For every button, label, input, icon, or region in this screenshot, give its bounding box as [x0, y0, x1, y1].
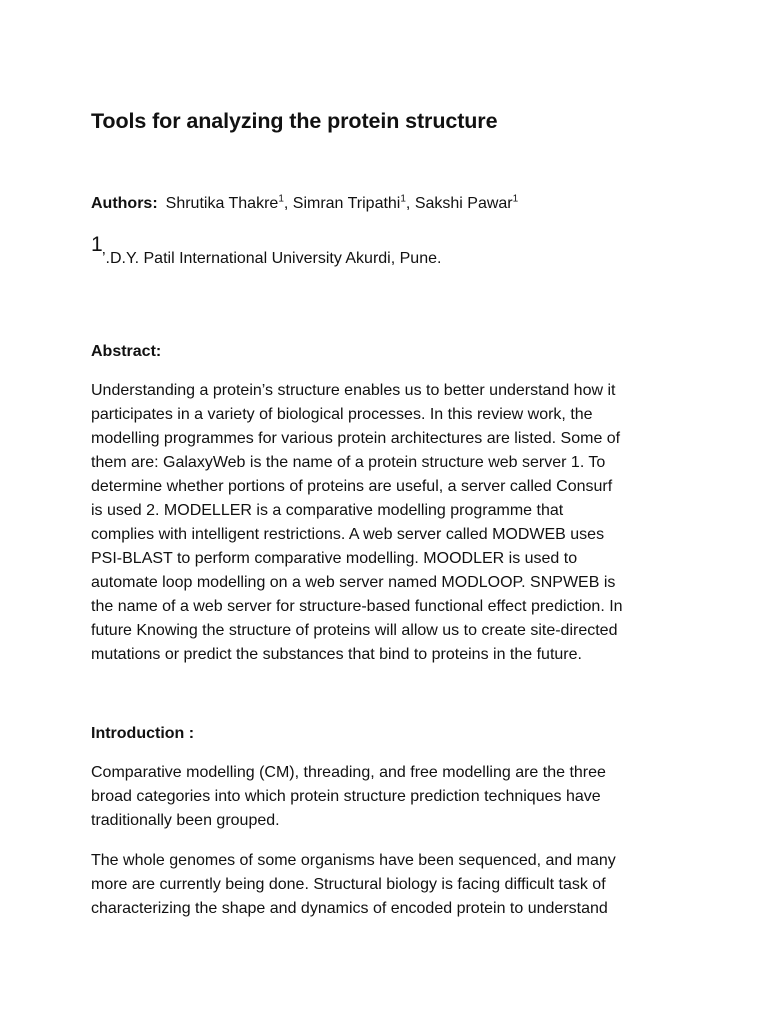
author-affiliation-mark: 1	[400, 193, 406, 205]
affiliation-marker: 1	[91, 233, 103, 256]
author-name: Sakshi Pawar	[414, 195, 513, 212]
author-affiliation-mark: 1	[278, 193, 284, 205]
introduction-paragraph: Comparative modelling (CM), threading, and free modelling are the three broad categories into which protein structure prediction techniques have traditionally been grouped.	[91, 764, 606, 829]
introduction-paragraph: The whole genomes of some organisms have been sequenced, and many more are currently being done. Structural biology is facing difficult task of characterizing the shape and dynamics of encoded protein to understand	[91, 852, 616, 917]
author-separator: ,	[283, 195, 293, 212]
abstract-heading: Abstract:	[91, 343, 162, 360]
paper-title: Tools for analyzing the protein structure	[91, 109, 498, 133]
affiliation-text: ’.D.Y. Patil International University Akurdi, Pune.	[102, 250, 442, 267]
author-line	[91, 195, 518, 213]
author-affiliation-mark: 1	[512, 193, 519, 205]
abstract-body: Understanding a protein’s structure enables us to better understand how it participates in a variety of biological processes. In this review work, the modelling programmes for various protein architectures are listed. Some of them are: GalaxyWeb is the name of a protein structure web server 1. To determine whether portions of proteins are useful, a server called Consurf is used 2. MODELLER is a comparative modelling programme that complies with intelligent restrictions. A web server called MODWEB uses PSI-BLAST to perform comparative modelling. MOODLER is used to automate loop modelling on a web server named MODLOOP. SNPWEB is the name of a web server for structure-based functional effect prediction. In future Knowing the structure of proteins will allow us to create site-directed mutations or predict the substances that bind to proteins in the future.	[91, 382, 623, 663]
authors-label: Authors:	[91, 195, 158, 212]
author-name: Simran Tripathi	[292, 195, 401, 212]
author-separator: ,	[405, 195, 415, 212]
introduction-heading: Introduction :	[91, 725, 195, 742]
author-name: Shrutika Thakre	[165, 195, 279, 212]
